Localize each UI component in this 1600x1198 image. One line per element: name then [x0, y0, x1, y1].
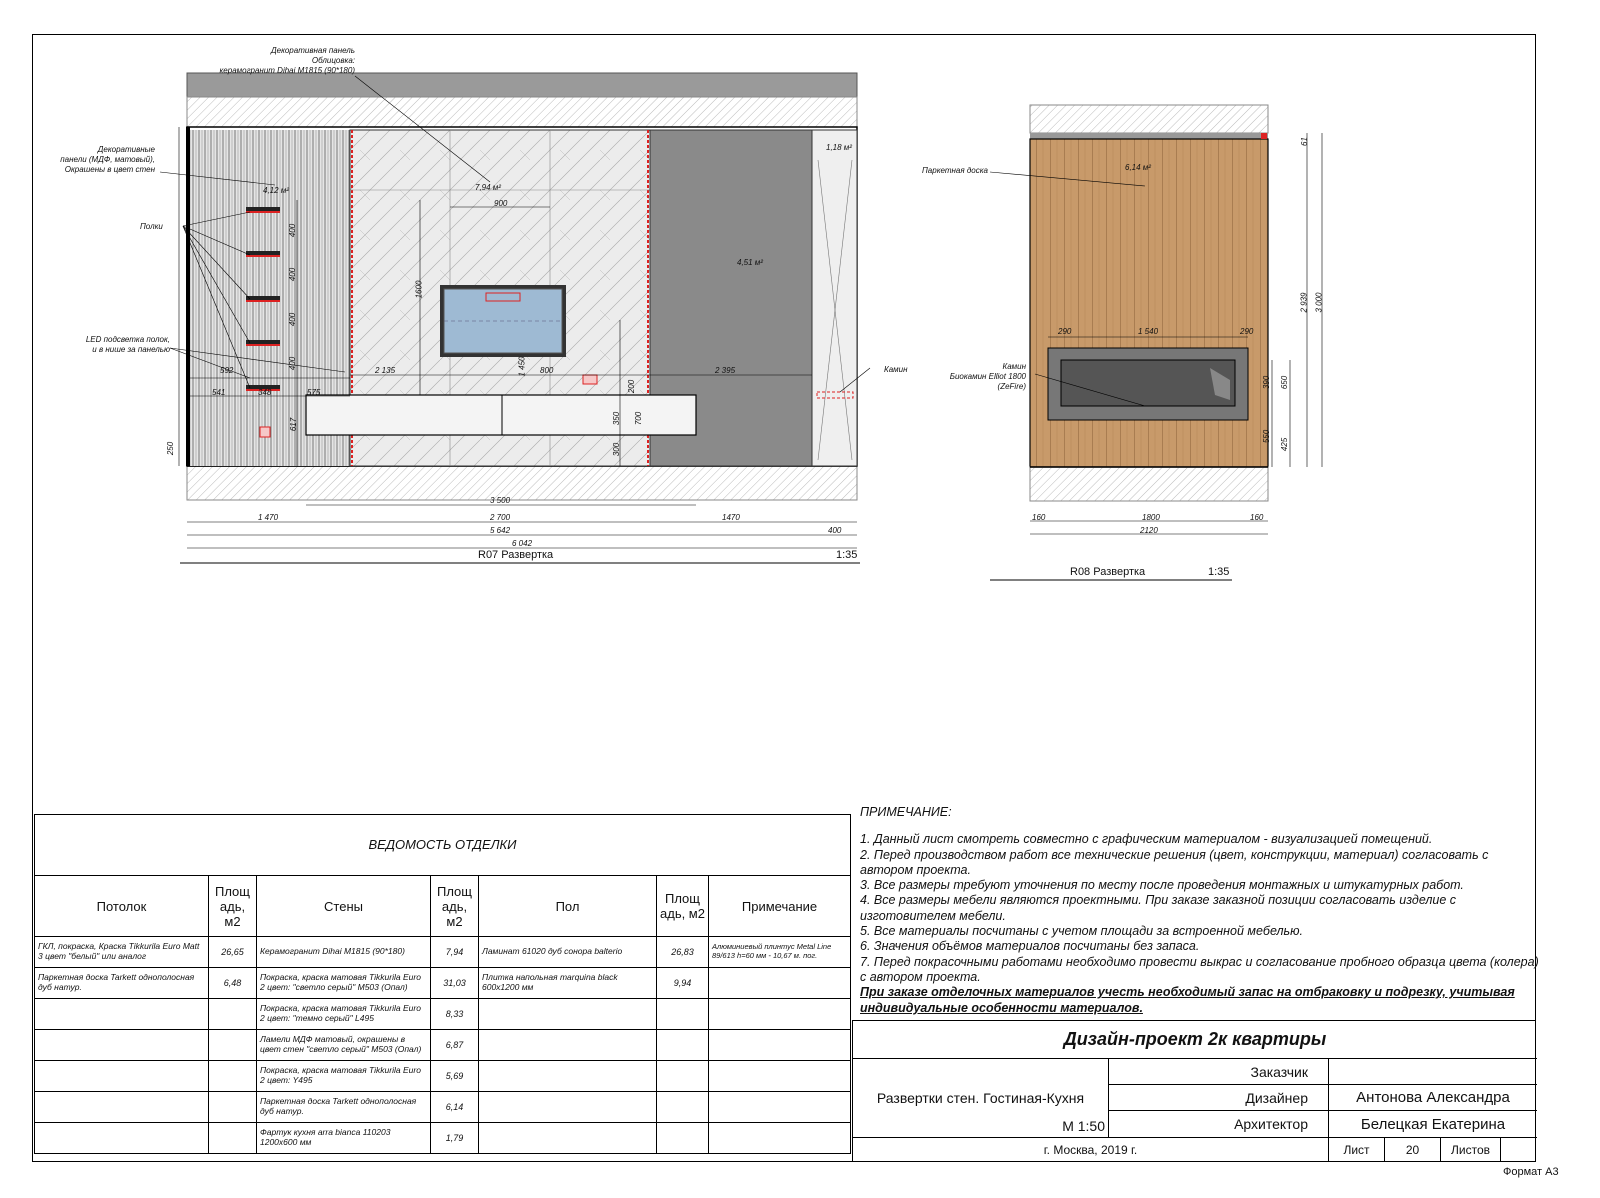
table-cell	[35, 1030, 209, 1061]
table-cell: 5,69	[431, 1061, 479, 1092]
dim-label: 900	[494, 199, 508, 208]
column-header: Площ адь, м2	[657, 876, 709, 937]
dim-label: 617	[289, 417, 299, 432]
sheet-name: Развертки стен. Гостиная-Кухня	[853, 1059, 1109, 1137]
dim-label: 800	[540, 366, 554, 375]
notes-heading: ПРИМЕЧАНИЕ:	[860, 805, 952, 819]
column-header: Стены	[257, 876, 431, 937]
dim-label: 1 540	[1138, 327, 1159, 336]
notes-block	[860, 805, 1540, 1016]
table-cell	[479, 1061, 657, 1092]
dim-label: 700	[634, 411, 644, 426]
note-item: 3. Все размеры требуют уточнения по месту после проведения монтажных и штукатурных работ.	[860, 878, 1464, 893]
finish-schedule-table	[34, 814, 851, 1154]
table-cell	[709, 968, 851, 999]
note-item: 6. Значения объёмов материалов посчитаны без запаса.	[860, 939, 1200, 954]
project-title: Дизайн-проект 2к квартиры	[853, 1021, 1537, 1059]
dim-label: 290	[1058, 327, 1072, 336]
dim-label: 290	[1240, 327, 1254, 336]
dim-label: 250	[166, 441, 176, 456]
r07-scale: 1:35	[836, 549, 858, 561]
table-cell	[35, 1123, 209, 1154]
table-cell	[657, 1092, 709, 1123]
table-cell: 26,65	[209, 937, 257, 968]
area-label: 4,12 м²	[263, 186, 289, 195]
callout-deco-panel: Декоративная панель Облицовка: керамогранит Dihai M1815 (90*180)	[219, 46, 355, 75]
notes-warning: При заказе отделочных материалов учесть необходимый запас на отбраковку и подрезку, учитывая индивидуальные особенности материалов.	[860, 985, 1515, 1015]
callout-mdf-panels: Декоративные панели (МДФ, матовый), Окрашены в цвет стен	[60, 145, 155, 174]
note-item: 1. Данный лист смотреть совместно с графическим материалом - визуализацией помещений.	[860, 832, 1433, 847]
table-cell	[657, 1123, 709, 1154]
table-cell: Керамогранит Dihai M1815 (90*180)	[257, 937, 431, 968]
table-cell: Покраска, краска матовая Tikkurila Euro 2 цвет: "светло серый" M503 (Опал)	[257, 968, 431, 999]
r08-scale: 1:35	[1208, 566, 1230, 578]
table-cell	[479, 1030, 657, 1061]
table-cell	[709, 1030, 851, 1061]
dim-label: 350	[612, 411, 622, 426]
sheets-label: Листов	[1441, 1137, 1501, 1161]
table-cell: Покраска, краска матовая Tikkurila Euro 2 цвет: "темно серый" L495	[257, 999, 431, 1030]
r07-title: R07 Развертка	[478, 549, 554, 561]
paper-format: Формат А3	[1503, 1166, 1559, 1178]
table-cell	[709, 999, 851, 1030]
note-item: 2. Перед производством работ все технические решения (цвет, конструкции, материал) согласовать с автором проекта.	[860, 847, 1489, 877]
table-cell	[709, 1092, 851, 1123]
area-label: 6,14 м²	[1125, 163, 1151, 172]
designer-name: Антонова Александра	[1329, 1085, 1537, 1111]
callout-parquet: Паркетная доска	[922, 166, 988, 175]
shelf-dim: 400	[288, 267, 298, 282]
table-cell	[479, 999, 657, 1030]
dim-label: 2 939	[1299, 292, 1309, 313]
table-cell: ГКЛ, покраска, Краска Tikkurila Euro Matt 3 цвет "белый" или аналог	[35, 937, 209, 968]
area-label: 1,18 м²	[826, 143, 852, 152]
table-cell: Алюминиевый плинтус Metal Line 89/613 h=60 мм - 10,67 м. пог.	[709, 937, 851, 968]
table-cell: 7,94	[431, 937, 479, 968]
column-header: Пол	[479, 876, 657, 937]
callout-led: LED подсветка полок, и в нише за панелью	[85, 335, 170, 354]
table-row	[35, 1092, 851, 1123]
client-name	[1329, 1059, 1537, 1085]
table-cell	[35, 1092, 209, 1123]
dim-label: 592	[220, 366, 234, 375]
dim-label: 5 642	[490, 526, 511, 535]
dim-label: 390	[1262, 375, 1272, 390]
table-cell: Ламели МДФ матовый, окрашены в цвет стен "светло серый" M503 (Опал)	[257, 1030, 431, 1061]
dim-label: 2120	[1140, 526, 1158, 535]
shelf-dim: 400	[288, 223, 298, 238]
dim-label: 1600	[414, 280, 424, 299]
table-cell	[35, 1061, 209, 1092]
title-block	[852, 1020, 1536, 1162]
sheet-scale: М 1:50	[1062, 1118, 1105, 1134]
area-label: 4,51 м²	[737, 258, 763, 267]
dim-label: 650	[1280, 375, 1290, 390]
dim-label: 3 000	[1314, 292, 1324, 313]
dim-label: 400	[828, 526, 842, 535]
dim-label: 6 042	[512, 539, 533, 548]
table-cell	[479, 1123, 657, 1154]
architect-name: Белецкая Екатерина	[1360, 1115, 1506, 1133]
dim-label: 425	[1280, 437, 1290, 452]
table-row	[35, 999, 851, 1030]
dim-label: 550	[1262, 429, 1272, 444]
dim-label: 3 500	[490, 496, 511, 505]
dim-label: 1800	[1142, 513, 1160, 522]
dim-label: 2 395	[715, 366, 736, 375]
table-cell: 1,79	[431, 1123, 479, 1154]
table-cell: Паркетная доска Tarkett однополосная дуб натур.	[35, 968, 209, 999]
city-year: г. Москва, 2019 г.	[853, 1137, 1329, 1161]
dim-label: 2 700	[490, 513, 511, 522]
dim-label: 348	[258, 388, 272, 397]
dim-label: 160	[1250, 513, 1264, 522]
role-client: Заказчик	[1109, 1059, 1329, 1085]
table-cell	[709, 1123, 851, 1154]
table-title: ВЕДОМОСТЬ ОТДЕЛКИ	[35, 815, 851, 876]
table-row	[35, 1030, 851, 1061]
shelf-dim: 400	[288, 312, 298, 327]
table-cell: 6,48	[209, 968, 257, 999]
column-header: Площ адь, м2	[209, 876, 257, 937]
table-cell	[209, 1030, 257, 1061]
table-cell: Плитка напольная marquina black 600x1200 мм	[479, 968, 657, 999]
table-cell: 31,03	[431, 968, 479, 999]
column-header: Примечание	[709, 876, 851, 937]
note-item: 4. Все размеры мебели являются проектными. При заказе заказной позиции согласовать изделие с изготовителем мебели.	[860, 893, 1457, 923]
table-cell	[209, 1092, 257, 1123]
sheets-total	[1501, 1137, 1537, 1161]
dim-label: 200	[627, 379, 637, 394]
note-item: 7. Перед покрасочными работами необходимо провести выкрас и согласование пробного образца цвета (колера) с автором проекта.	[860, 954, 1539, 984]
sheet-number: 20	[1385, 1137, 1441, 1161]
dim-label: 61	[1299, 137, 1309, 146]
table-cell	[209, 999, 257, 1030]
table-cell	[709, 1061, 851, 1092]
callout-r08-fireplace: Камин Биокамин Elliot 1800 (ZeFire)	[949, 362, 1026, 391]
callout-shelves: Полки	[140, 222, 163, 231]
table-cell: 8,33	[431, 999, 479, 1030]
table-cell: Покраска, краска матовая Tikkurila Euro 2 цвет: Y495	[257, 1061, 431, 1092]
table-cell: Паркетная доска Tarkett однополосная дуб натур.	[257, 1092, 431, 1123]
table-row	[35, 1061, 851, 1092]
table-row	[35, 1123, 851, 1154]
dim-label: 1 470	[258, 513, 279, 522]
table-cell: Фартук кухня arra bianca 110203 1200x600 мм	[257, 1123, 431, 1154]
table-cell	[209, 1061, 257, 1092]
shelf-dim: 400	[288, 356, 298, 371]
callout-fireplace: Камин	[884, 365, 908, 374]
dim-label: 1470	[722, 513, 740, 522]
table-cell	[657, 1061, 709, 1092]
column-header: Потолок	[35, 876, 209, 937]
table-cell: 26,83	[657, 937, 709, 968]
table-cell	[209, 1123, 257, 1154]
r08-title: R08 Развертка	[1070, 566, 1146, 578]
table-cell: 6,14	[431, 1092, 479, 1123]
dim-label: 300	[612, 442, 622, 457]
role-designer: Дизайнер	[1109, 1085, 1329, 1111]
table-cell	[657, 1030, 709, 1061]
area-label: 7,94 м²	[475, 183, 501, 192]
dim-label: 160	[1032, 513, 1046, 522]
table-header-row	[35, 876, 851, 937]
column-header: Площ адь, м2	[431, 876, 479, 937]
dim-label: 575	[307, 388, 321, 397]
table-cell	[657, 999, 709, 1030]
dim-label: 2 135	[375, 366, 396, 375]
table-cell: 9,94	[657, 968, 709, 999]
dim-label: 1 450	[517, 356, 527, 377]
role-architect: Архитектор	[1109, 1111, 1329, 1137]
note-item: 5. Все материалы посчитаны с учетом площади за встроенной мебелью.	[860, 924, 1303, 939]
table-cell	[479, 1092, 657, 1123]
table-cell: 6,87	[431, 1030, 479, 1061]
table-row	[35, 968, 851, 999]
table-cell: Ламинат 61020 дуб сонора balterio	[479, 937, 657, 968]
dim-label: 541	[212, 388, 226, 397]
sheet-label: Лист	[1329, 1137, 1385, 1161]
table-row	[35, 937, 851, 968]
table-cell	[35, 999, 209, 1030]
